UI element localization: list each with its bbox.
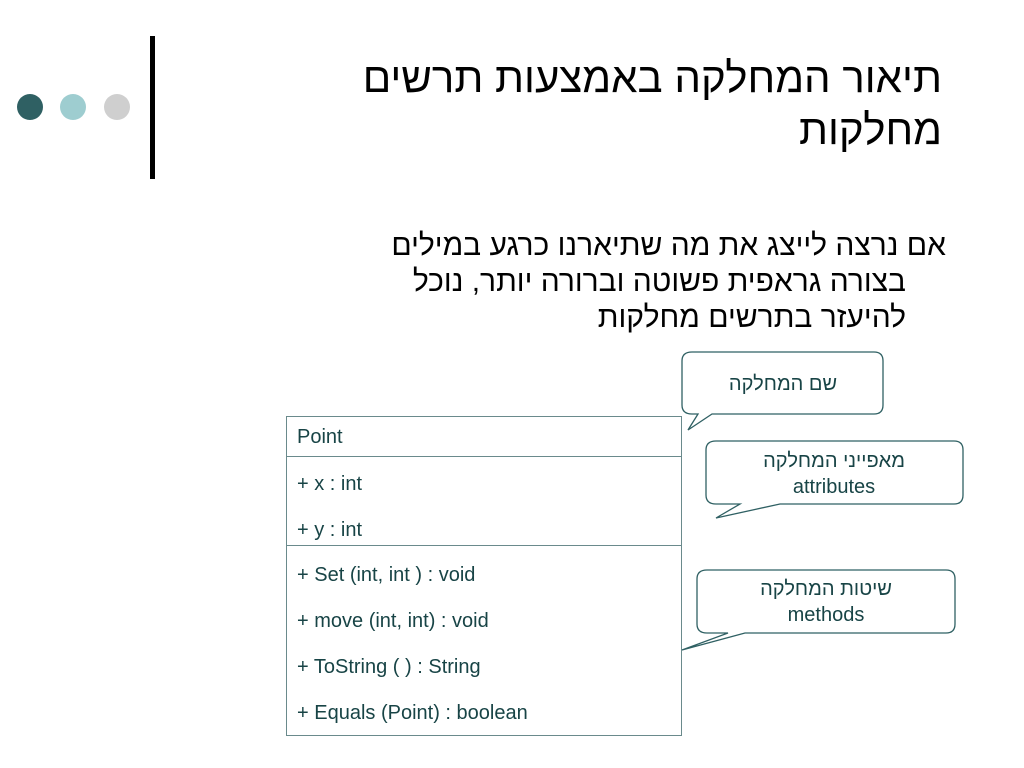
callout-methods-hebrew: שיטות המחלקה — [760, 578, 892, 600]
callout-attributes-hebrew: מאפייני המחלקה — [763, 450, 905, 472]
callout-class-name — [690, 371, 876, 397]
uml-method: + Equals (Point) : boolean — [297, 702, 528, 724]
uml-method: + Set (int, int ) : void — [297, 564, 476, 586]
callout-class-name-text: שם המחלקה — [728, 373, 838, 395]
uml-attribute: + x : int — [297, 473, 363, 495]
callout-attributes-english: attributes — [792, 476, 876, 498]
callout-attributes — [708, 448, 960, 500]
uml-class-name: Point — [297, 426, 343, 448]
uml-attribute: + y : int — [297, 519, 363, 541]
title-line-1: תיאור המחלקה באמצעות תרשים — [362, 54, 942, 101]
uml-method: + ToString ( ) : String — [297, 656, 481, 678]
body-line-2: בצורה גראפית פשוטה וברורה יותר, נוכל — [412, 265, 906, 298]
callout-methods — [699, 576, 953, 628]
uml-method: + move (int, int) : void — [297, 610, 489, 632]
body-line-3: להיעזר בתרשים מחלקות — [597, 301, 906, 334]
title-line-2: מחלקות — [798, 106, 942, 153]
callout-methods-english: methods — [787, 604, 865, 626]
body-line-1: אם נרצה לייצג את מה שתיארנו כרגע במילים — [391, 229, 946, 262]
